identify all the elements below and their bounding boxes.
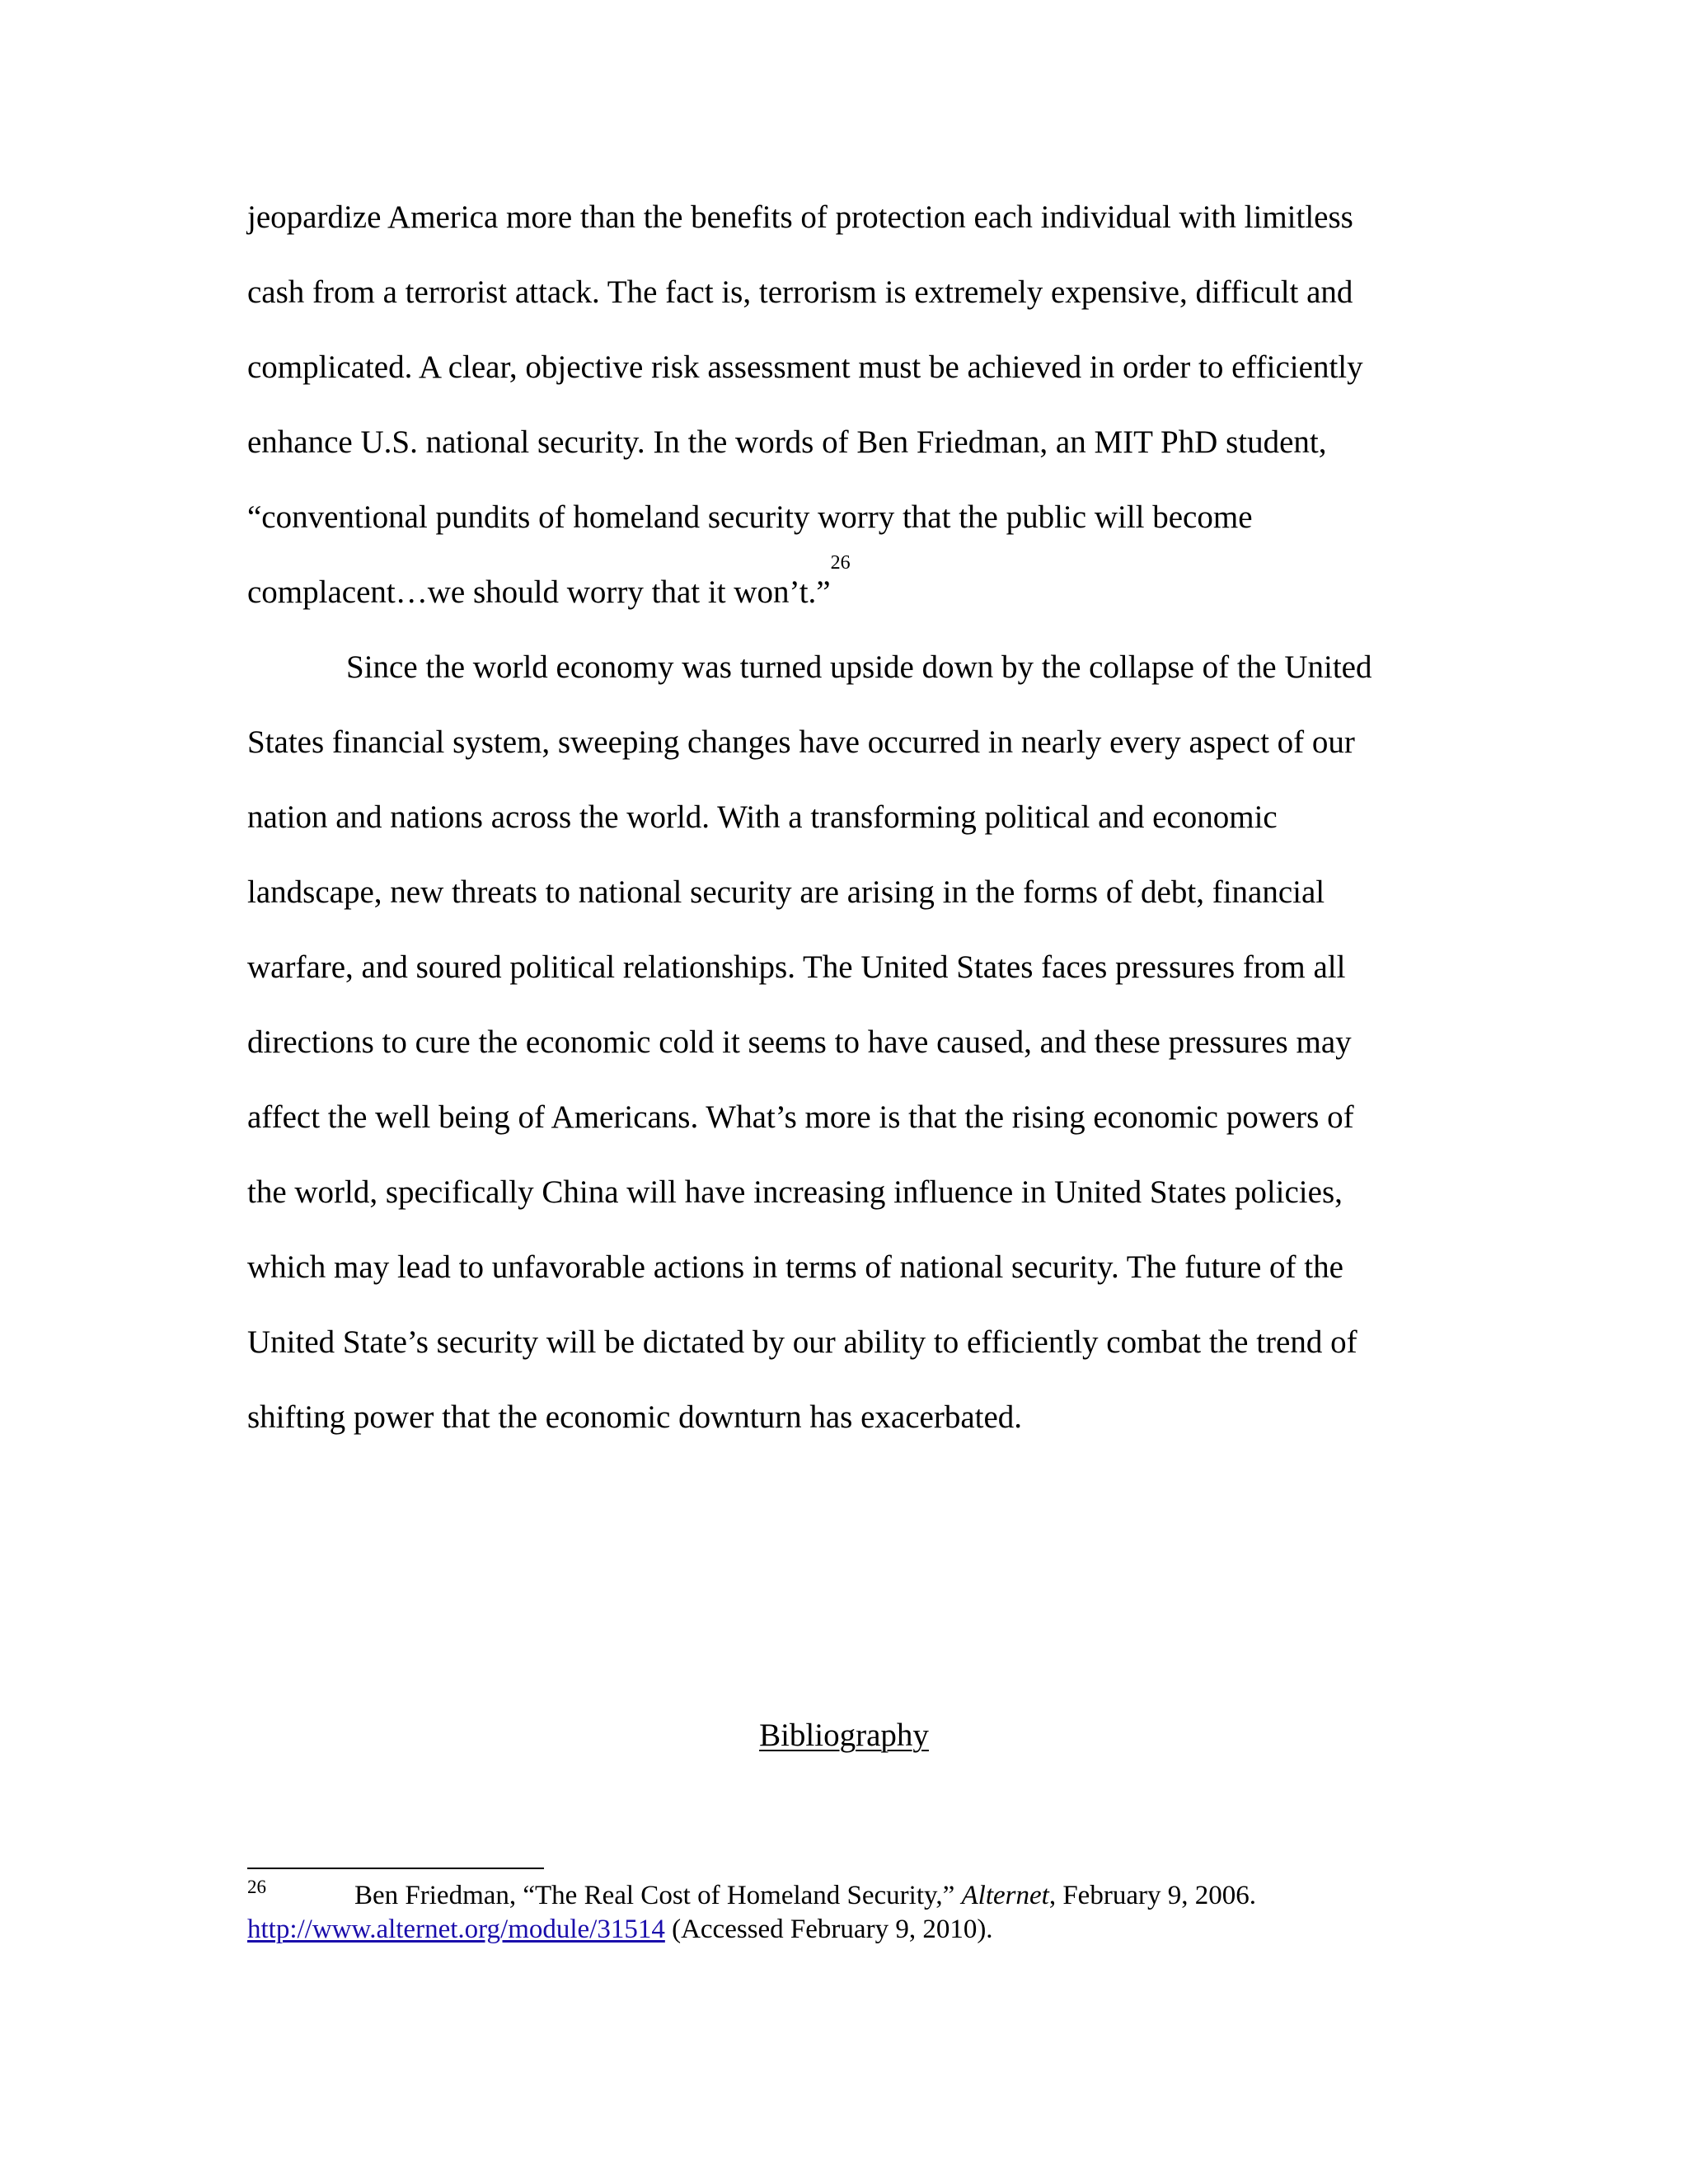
footnote-author-title: Ben Friedman, “The Real Cost of Homeland Security,” bbox=[354, 1881, 962, 1910]
bibliography-heading bbox=[0, 1711, 1688, 1760]
paragraph-2-line-4: landscape, new threats to national security are arising in the forms of debt, financial bbox=[247, 874, 1325, 910]
footnote-url-line bbox=[247, 1913, 993, 1946]
paragraph-1-line-4: enhance U.S. national security. In the words of Ben Friedman, an MIT PhD student, bbox=[247, 424, 1327, 460]
paragraph-2-line-9: which may lead to unfavorable actions in terms of national security. The future of the bbox=[247, 1249, 1343, 1285]
footnote-citation-line bbox=[354, 1879, 1256, 1912]
footnote-date: , February 9, 2006. bbox=[1048, 1881, 1256, 1910]
paragraph-1-line-1: jeopardize America more than the benefits of protection each individual with limitless bbox=[247, 199, 1353, 235]
footnote-publication: Alternet bbox=[961, 1881, 1049, 1910]
footnote-marker: 26 bbox=[247, 1877, 266, 1897]
paragraph-2-line-8: the world, specifically China will have increasing influence in United States policies, bbox=[247, 1174, 1343, 1210]
paragraph-2-line-2: States financial system, sweeping changes have occurred in nearly every aspect of our bbox=[247, 724, 1355, 760]
paragraph-1-line-6-text: complacent…we should worry that it won’t.” bbox=[247, 574, 831, 610]
paragraph-2-line-1: Since the world economy was turned upside down by the collapse of the United bbox=[346, 649, 1372, 685]
paragraph-1-line-3: complicated. A clear, objective risk assessment must be achieved in order to efficiently bbox=[247, 349, 1363, 385]
bibliography-heading-text: Bibliography bbox=[759, 1718, 929, 1753]
paragraph-2-line-7: affect the well being of Americans. What’s more is that the rising economic powers of bbox=[247, 1099, 1354, 1135]
footnote-url-link[interactable]: http://www.alternet.org/module/31514 bbox=[247, 1915, 665, 1944]
paragraph-1-line-2: cash from a terrorist attack. The fact is, terrorism is extremely expensive, difficult and bbox=[247, 274, 1353, 310]
footnote-accessed: (Accessed February 9, 2010). bbox=[664, 1915, 993, 1944]
paragraph-2-line-11: shifting power that the economic downturn has exacerbated. bbox=[247, 1399, 1023, 1435]
paragraph-2-line-10: United State’s security will be dictated by our ability to efficiently combat the trend of bbox=[247, 1324, 1357, 1360]
footnote-separator bbox=[247, 1868, 544, 1869]
paragraph-1-line-5: “conventional pundits of homeland security worry that the public will become bbox=[247, 499, 1253, 535]
footnote-reference-26[interactable]: 26 bbox=[830, 552, 851, 574]
paragraph-2-line-5: warfare, and soured political relationships. The United States faces pressures from all bbox=[247, 949, 1346, 985]
paragraph-2-line-6: directions to cure the economic cold it seems to have caused, and these pressures may bbox=[247, 1024, 1352, 1060]
paragraph-2-line-3: nation and nations across the world. With a transforming political and economic bbox=[247, 799, 1278, 835]
paragraph-1-line-6 bbox=[247, 552, 851, 617]
